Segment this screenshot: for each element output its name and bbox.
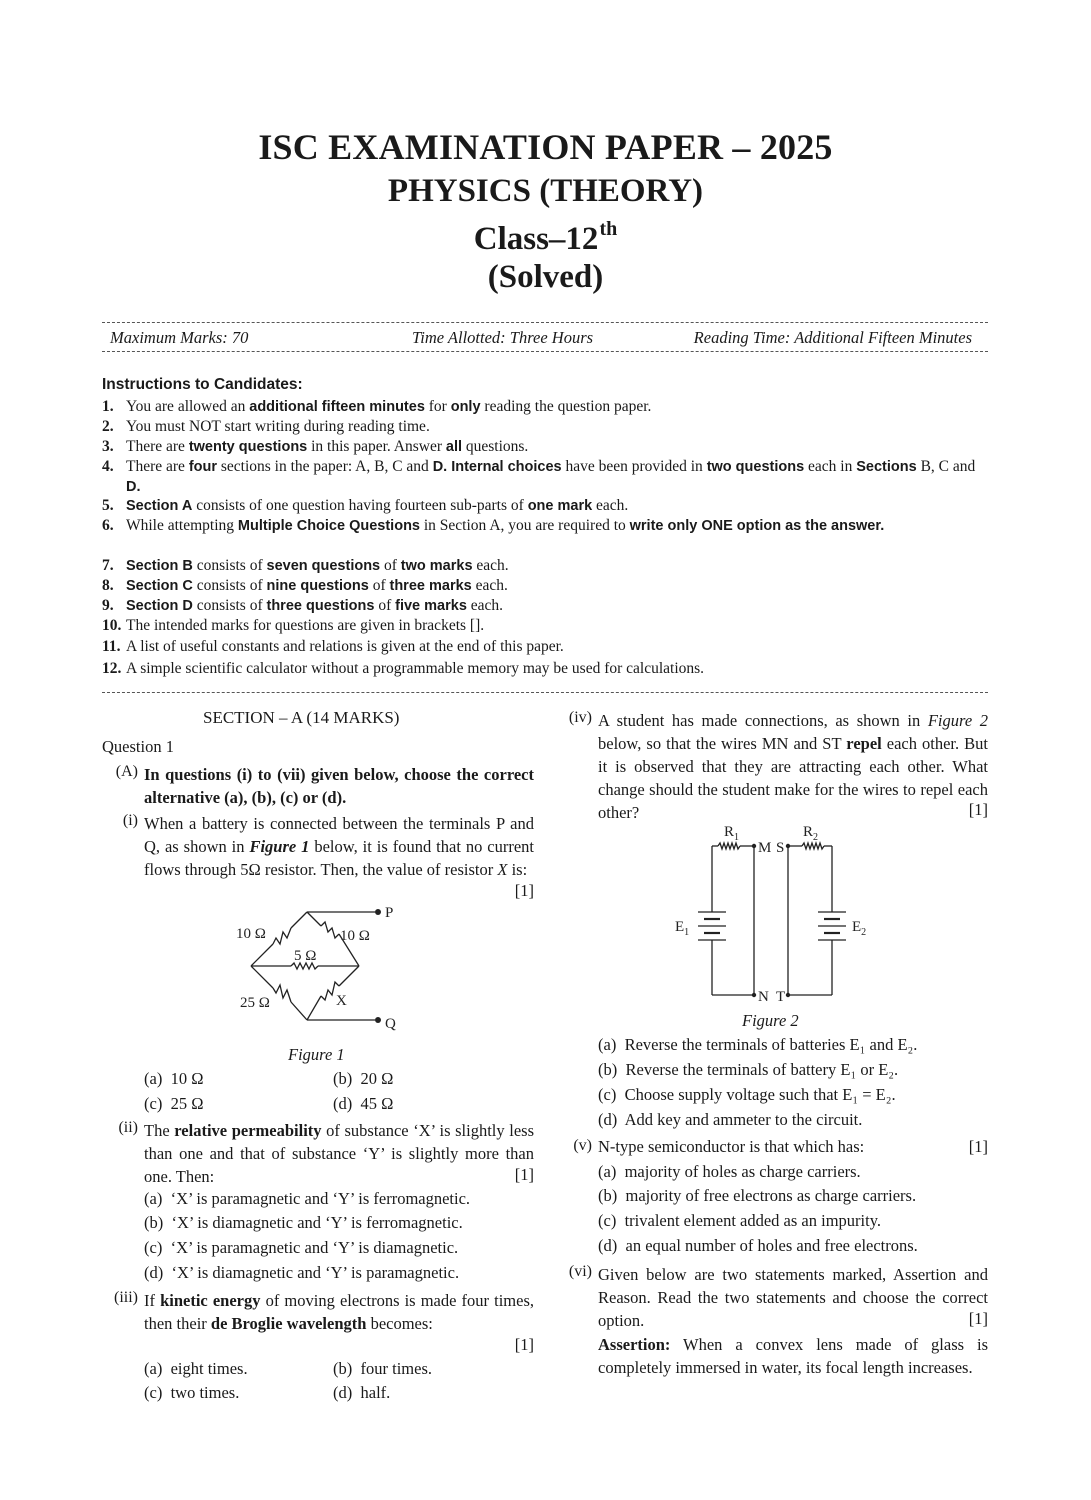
q-i-text: When a battery is connected between the terminals P and Q, as shown in Figure 1 below, it is found that no current flows through 5Ω resistor. Then, the value of resistor X is:	[144, 814, 534, 879]
figure-1-caption: Figure 1	[288, 1045, 345, 1064]
q-iv-option-b: (b) Reverse the terminals of battery E₁ or E₂.	[598, 1060, 899, 1079]
q-ii-option-c: (c) ‘X’ is paramagnetic and ‘Y’ is diamagnetic.	[144, 1238, 459, 1257]
q-vi-text: Given below are two statements marked, Assertion and Reason. Read the two statements and choose the correct option.	[598, 1265, 988, 1330]
fig1-r4-label: 25 Ω	[240, 995, 270, 1011]
fig2-n-label: N	[758, 989, 769, 1005]
paper-subject: PHYSICS (THEORY)	[387, 173, 704, 209]
instruction-number: 1.	[102, 398, 114, 415]
q-i-number: (i)	[122, 812, 138, 829]
q-iv-option-a: (a) Reverse the terminals of batteries E₁ and E₂.	[598, 1035, 918, 1054]
instruction-text: There are four sections in the paper: A, B, C and D. Internal choices have been provided in two questions each in Sections B, C and D.	[126, 458, 976, 495]
instruction-item	[102, 516, 982, 536]
q-i-mark: [1]	[514, 881, 534, 900]
q-vi-assertion: Assertion: When a convex lens made of glass is completely immersed in water, its focal length increases.	[598, 1335, 988, 1377]
fig1-r2-label: 10 Ω	[340, 928, 370, 944]
q-iii-text: If kinetic energy of moving electrons is made four times, then their de Broglie wavelength becomes:	[144, 1291, 534, 1333]
reading-time: Reading Time: Additional Fifteen Minutes	[693, 328, 972, 347]
fig2-m-label: M	[758, 840, 772, 856]
q-iii-option-a: (a) eight times.	[144, 1359, 248, 1378]
instruction-number: 3.	[102, 438, 114, 455]
figure-2-caption: Figure 2	[742, 1011, 799, 1030]
fig2-e2-label: $E_2$	[852, 919, 867, 938]
instruction-text: A simple scientific calculator without a programmable memory may be used for calculations.	[126, 660, 705, 677]
q-ii-text: The relative permeability of substance ‘X’ is slightly less than one and that of substance ‘Y’ is slightly more than one. Then:	[144, 1121, 534, 1186]
q-ii-mark: [1]	[514, 1165, 534, 1184]
instruction-number: 10.	[102, 617, 122, 634]
instruction-number: 4.	[102, 458, 114, 475]
q-v-mark: [1]	[968, 1137, 988, 1156]
fig2-r2-label: $R_2$	[803, 824, 819, 843]
fig2-s-label: S	[776, 840, 785, 856]
instruction-item	[102, 457, 982, 497]
part-a-label: (A)	[115, 763, 138, 780]
q-v-option-b: (b) majority of free electrons as charge carriers.	[598, 1186, 917, 1205]
q-ii-option-a: (a) ‘X’ is paramagnetic and ‘Y’ is ferromagnetic.	[144, 1189, 471, 1208]
q-i-option-d: (d) 45 Ω	[333, 1094, 394, 1113]
q-i-option-c: (c) 25 Ω	[144, 1094, 204, 1113]
q-vi-mark: [1]	[968, 1309, 988, 1328]
fig1-q-label: Q	[385, 1016, 396, 1032]
fig2-e1-label: $E_1$	[675, 919, 690, 938]
question-1-label: Question 1	[102, 737, 174, 756]
divider-meta	[102, 351, 988, 352]
paper-solved-label: (Solved)	[487, 259, 604, 295]
instruction-text: The intended marks for questions are given in brackets [].	[126, 617, 485, 634]
instruction-number: 5.	[102, 497, 114, 514]
q-iv-mark: [1]	[968, 800, 988, 819]
q-iv-option-d: (d) Add key and ammeter to the circuit.	[598, 1110, 863, 1129]
q-iv-text: A student has made connections, as shown in Figure 2 below, so that the wires MN and ST repel each other. But it is observed that they are attracting each other. What change should the student make for the wires to repel each other?	[598, 711, 988, 822]
instruction-text: Section B consists of seven questions of two marks each.	[126, 557, 509, 574]
q-i-option-b: (b) 20 Ω	[333, 1069, 394, 1088]
q-v-text: N-type semiconductor is that which has:	[598, 1137, 865, 1156]
q-v-option-a: (a) majority of holes as charge carriers.	[598, 1162, 861, 1181]
instruction-number: 8.	[102, 577, 114, 594]
q-v-number: (v)	[573, 1137, 592, 1154]
figure-1-circuit	[225, 900, 425, 1035]
instruction-number: 6.	[102, 517, 114, 534]
fig1-rx-label: X	[336, 993, 347, 1009]
divider-top	[102, 322, 988, 323]
time-allotted: Time Allotted: Three Hours	[412, 328, 594, 347]
section-a-title: SECTION – A (14 MARKS)	[203, 708, 400, 727]
instruction-item	[102, 576, 982, 596]
fig1-r1-label: 10 Ω	[236, 926, 266, 942]
instruction-item	[102, 496, 982, 516]
max-marks: Maximum Marks: 70	[110, 328, 249, 347]
q-iii-number: (iii)	[114, 1289, 138, 1306]
fig2-r1-label: $R_1$	[724, 824, 740, 843]
paper-title: ISC EXAMINATION PAPER – 2025	[258, 127, 833, 167]
q-iii-option-c: (c) two times.	[144, 1383, 240, 1402]
instruction-item	[102, 616, 982, 636]
instruction-text: A list of useful constants and relations is given at the end of this paper.	[126, 638, 564, 655]
q-i-option-a: (a) 10 Ω	[144, 1069, 204, 1088]
q-iv-option-c: (c) Choose supply voltage such that E₁ = E₂.	[598, 1085, 896, 1104]
fig1-p-label: P	[385, 905, 394, 921]
instruction-item	[102, 437, 982, 457]
instruction-text: There are twenty questions in this paper. Answer all questions.	[126, 438, 529, 455]
q-vi-number: (vi)	[568, 1263, 592, 1280]
instruction-text: Section A consists of one question having fourteen sub-parts of one mark each.	[126, 497, 629, 514]
q-ii-option-b: (b) ‘X’ is diamagnetic and ‘Y’ is ferromagnetic.	[144, 1213, 463, 1232]
instruction-number: 9.	[102, 597, 114, 614]
instruction-item	[102, 596, 982, 616]
instruction-text: Section D consists of three questions of five marks each.	[126, 597, 504, 614]
q-iv-number: (iv)	[568, 709, 592, 726]
q-v-option-d: (d) an equal number of holes and free electrons.	[598, 1236, 918, 1255]
instruction-text: While attempting Multiple Choice Questions in Section A, you are required to write only ONE option as the answer.	[126, 517, 885, 534]
instruction-number: 2.	[102, 418, 114, 435]
q-ii-option-d: (d) ‘X’ is diamagnetic and ‘Y’ is paramagnetic.	[144, 1263, 460, 1282]
q-v-option-c: (c) trivalent element added as an impurity.	[598, 1211, 882, 1230]
q-iii-option-d: (d) half.	[333, 1383, 391, 1402]
paper-class: Class–12th	[473, 218, 618, 257]
part-a-instruction: In questions (i) to (vii) given below, choose the correct alternative (a), (b), (c) or (d).	[144, 765, 534, 807]
q-ii-number: (ii)	[118, 1119, 138, 1136]
fig1-r3-label: 5 Ω	[294, 948, 317, 964]
q-iii-mark: [1]	[514, 1335, 534, 1354]
instruction-number: 7.	[102, 557, 114, 574]
divider-instructions	[102, 692, 988, 693]
q-iii-option-b: (b) four times.	[333, 1359, 432, 1378]
instruction-number: 12.	[102, 660, 122, 677]
fig2-t-label: T	[776, 989, 786, 1005]
instruction-number: 11.	[102, 638, 121, 655]
instructions-heading: Instructions to Candidates:	[102, 376, 303, 393]
instruction-text: You are allowed an additional fifteen minutes for only reading the question paper.	[126, 398, 652, 415]
instruction-item	[102, 397, 982, 417]
figure-2-circuit	[670, 818, 880, 1008]
instruction-item	[102, 659, 982, 679]
instruction-item	[102, 417, 982, 437]
instruction-text: Section C consists of nine questions of three marks each.	[126, 577, 508, 594]
instruction-item	[102, 637, 982, 657]
instruction-item	[102, 556, 982, 576]
instruction-text: You must NOT start writing during reading time.	[126, 418, 430, 435]
